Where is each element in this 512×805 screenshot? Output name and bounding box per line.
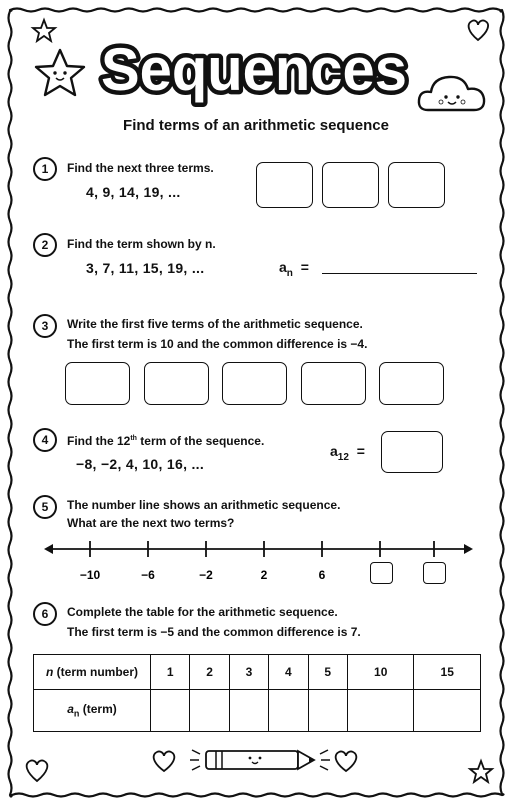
table-cell-n: 10 xyxy=(347,655,414,690)
table-answer-cell[interactable] xyxy=(414,690,481,732)
table-answer-cell[interactable] xyxy=(347,690,414,732)
title-banner xyxy=(0,14,512,124)
table-cell-n: 3 xyxy=(229,655,268,690)
subtitle: Find terms of an arithmetic sequence xyxy=(123,117,389,134)
table-row xyxy=(34,690,481,732)
smiling-cloud-icon xyxy=(419,77,484,110)
question-prompt: Find the next three terms. xyxy=(67,161,214,175)
table-cell-n: 5 xyxy=(308,655,347,690)
question-prompt: Find the term shown by n. xyxy=(67,237,216,251)
sequence-table xyxy=(33,654,481,732)
question-prompt: The first term is −5 and the common difference is 7. xyxy=(67,625,361,639)
sequence-text: 4, 9, 14, 19, ... xyxy=(86,184,181,200)
answer-box[interactable] xyxy=(370,562,393,584)
answer-box[interactable] xyxy=(65,362,130,405)
answer-box[interactable] xyxy=(301,362,366,405)
arrow-right-icon xyxy=(464,544,473,554)
page-title: Sequences xyxy=(101,36,407,103)
answer-box[interactable] xyxy=(256,162,313,208)
sequence-text: −8, −2, 4, 10, 16, ... xyxy=(76,456,205,472)
answer-label: $a_n$ = xyxy=(279,259,309,279)
table-cell-n: 4 xyxy=(269,655,308,690)
table-row xyxy=(34,655,481,690)
table-answer-cell[interactable] xyxy=(190,690,229,732)
question-number: 2 xyxy=(33,233,57,257)
question-prompt: Write the first five terms of the arithmetic sequence. xyxy=(67,317,363,331)
number-line-label: −10 xyxy=(79,568,101,582)
table-cell-n: 15 xyxy=(414,655,481,690)
sequence-text: 3, 7, 11, 15, 19, ... xyxy=(86,260,205,276)
number-line-label: 6 xyxy=(318,568,326,582)
answer-box[interactable] xyxy=(144,362,209,405)
heart-icon xyxy=(154,751,175,771)
question-prompt: The number line shows an arithmetic sequence. xyxy=(67,498,341,512)
answer-line[interactable] xyxy=(322,273,477,274)
star-icon xyxy=(470,761,492,782)
answer-box[interactable] xyxy=(322,162,379,208)
table-answer-cell[interactable] xyxy=(269,690,308,732)
question-prompt: Find the 12th term of the sequence. xyxy=(67,434,265,448)
table-answer-cell[interactable] xyxy=(308,690,347,732)
question-prompt: Complete the table for the arithmetic sequence. xyxy=(67,605,338,619)
table-header-an: $a_n$ (term) xyxy=(34,690,151,732)
table-cell-n: 1 xyxy=(151,655,190,690)
answer-box[interactable] xyxy=(379,362,444,405)
answer-box[interactable] xyxy=(388,162,445,208)
answer-box[interactable] xyxy=(381,431,443,473)
table-answer-cell[interactable] xyxy=(151,690,190,732)
pencil-icon xyxy=(190,750,330,770)
heart-icon xyxy=(336,751,357,771)
question-number: 6 xyxy=(33,602,57,626)
answer-label: $a_{12}$ = xyxy=(330,443,365,463)
smiling-star-icon xyxy=(36,50,84,95)
number-line-label: −2 xyxy=(199,568,213,582)
question-number: 4 xyxy=(33,428,57,452)
number-line-label: −6 xyxy=(141,568,155,582)
footer-decoration xyxy=(140,740,370,780)
table-cell-n: 2 xyxy=(190,655,229,690)
table-answer-cell[interactable] xyxy=(229,690,268,732)
question-number: 5 xyxy=(33,495,57,519)
number-line-label: 2 xyxy=(260,568,268,582)
question-prompt: What are the next two terms? xyxy=(67,516,235,530)
answer-box[interactable] xyxy=(222,362,287,405)
question-number: 3 xyxy=(33,314,57,338)
question-number: 1 xyxy=(33,157,57,181)
arrow-left-icon xyxy=(44,544,53,554)
answer-box[interactable] xyxy=(423,562,446,584)
table-header-n: n (term number) xyxy=(34,655,151,690)
heart-icon xyxy=(27,760,48,781)
question-prompt: The first term is 10 and the common difference is −4. xyxy=(67,337,368,351)
